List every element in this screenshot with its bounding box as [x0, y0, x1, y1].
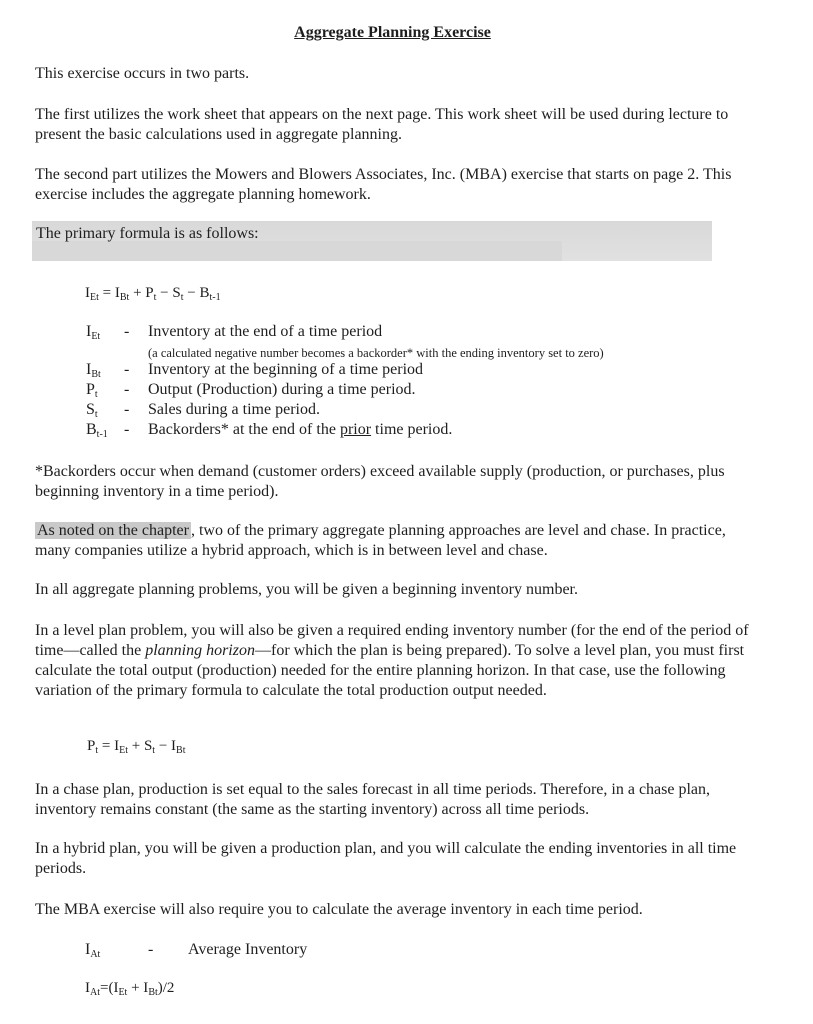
part-one-paragraph: The first utilizes the work sheet that appears on the next page. This work sheet will be used during lecture to present the basic calculations used in aggregate planning.	[35, 106, 729, 143]
level-plan-formula: $P_t = I_{Et} + S_t - I_{Bt}$	[87, 738, 186, 756]
approaches-paragraph: As noted on the chapter , two of the primary aggregate planning approaches are level and chase. In practice, many companies utilize a hybrid approach, which is in between level and chase.	[35, 522, 726, 559]
beginning-inventory-paragraph: In all aggregate planning problems, you will be given a beginning inventory number.	[35, 581, 578, 598]
average-inventory-note: The MBA exercise will also require you to calculate the average inventory in each time period.	[35, 901, 643, 918]
page-title: Aggregate Planning Exercise	[294, 24, 491, 41]
primary-formula-heading: The primary formula is as follows:	[36, 225, 259, 242]
highlight-band-lower	[32, 241, 562, 261]
level-plan-paragraph: In a level plan problem, you will also be given a required ending inventory number (for the end of the period of time—called the planning horizon—for which the plan is being prepared). To solve a level plan, you must first calculate the total output (production) needed for the entire planning horizon. In that case, use the following variation of the primary formula to calculate the total production output needed.	[35, 622, 749, 699]
chase-plan-paragraph: In a chase plan, production is set equal to the sales forecast in all time periods. Therefore, in a chase plan, inventory remains constant (the same as the starting inventory) across all time periods.	[35, 781, 711, 818]
definitions-list: $I_{Et}$ - Inventory at the end of a time period (a calculated negative number becomes a backorder* with the ending inventory set to zero) $I_{Bt}$ - Inventory at the beginning of a time period $P_t$ - Output (Production) during a time period. $S_t$ - Sales during a time period. $B_{t-1}$ - Backorders* at the end of the prior time period.	[86, 323, 604, 440]
definition-note: (a calculated negative number becomes a backorder* with the ending inventory set to zero)	[148, 346, 604, 360]
average-inventory-definition: $I_{At}$ - Average Inventory	[85, 941, 308, 960]
highlighted-phrase: As noted on the chapter	[37, 522, 189, 539]
hybrid-plan-paragraph: In a hybrid plan, you will be given a production plan, and you will calculate the ending inventories in all time periods.	[35, 840, 737, 877]
backorder-note: *Backorders occur when demand (customer orders) exceed available supply (production, or purchases, plus beginning inventory in a time period).	[35, 463, 725, 500]
part-two-paragraph: The second part utilizes the Mowers and Blowers Associates, Inc. (MBA) exercise that starts on page 2. This exercise includes the aggregate planning homework.	[35, 166, 732, 203]
primary-formula: $I_{Et} = I_{Bt} + P_t - S_t - B_{t-1}$	[85, 285, 221, 303]
average-inventory-formula: $I_{At}=(I_{Et} + I_{Bt})/2$	[85, 980, 175, 998]
intro-paragraph: This exercise occurs in two parts.	[35, 65, 250, 82]
